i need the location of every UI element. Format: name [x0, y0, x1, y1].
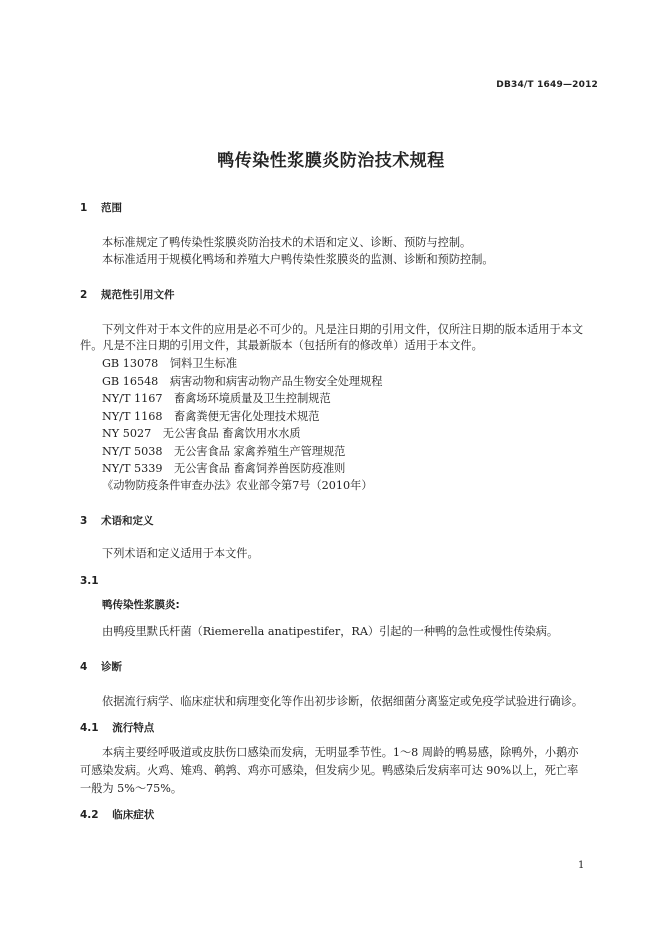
section-3-heading — [80, 514, 153, 528]
subsection-number: 4.1 — [80, 722, 99, 734]
reference-code: NY 5027 — [102, 427, 152, 440]
section-number: 2 — [80, 289, 88, 301]
references-intro-line-2: 件。凡是不注日期的引用文件，其最新版本（包括所有的修改单）适用于本文件。 — [80, 339, 483, 352]
section-4-heading — [80, 660, 122, 674]
reference-item-regulation: 《动物防疫条件审查办法》农业部令第7号（2010年） — [102, 479, 373, 492]
reference-item — [102, 427, 301, 441]
references-intro-line-1: 下列文件对于本文件的应用是必不可少的。凡是注日期的引用文件，仅所注日期的版本适用于本文 — [102, 323, 584, 336]
reference-name: 无公害食品 畜禽饮用水水质 — [162, 427, 301, 440]
subsection-title: 流行特点 — [112, 722, 155, 734]
page-title: 鸭传染性浆膜炎防治技术规程 — [217, 151, 445, 171]
reference-name: 畜禽场环境质量及卫生控制规范 — [174, 392, 331, 405]
section-number: 1 — [80, 202, 88, 214]
epidemiology-line-3: 一般为 5%～75%。 — [80, 782, 183, 795]
reference-item — [102, 462, 345, 476]
reference-code: NY/T 1168 — [102, 410, 163, 423]
reference-name: 无公害食品 畜禽饲养兽医防疫准则 — [174, 462, 346, 475]
diagnosis-intro: 依据流行病学、临床症状和病理变化等作出初步诊断，依据细菌分离鉴定或免疫学试验进行确诊。 — [102, 695, 584, 708]
terms-intro: 下列术语和定义适用于本文件。 — [102, 547, 259, 560]
section-number: 4 — [80, 661, 88, 673]
section-title: 规范性引用文件 — [100, 289, 175, 301]
scope-paragraph-1: 本标准规定了鸭传染性浆膜炎防治技术的术语和定义、诊断、预防与控制。 — [102, 236, 472, 249]
subsection-title: 临床症状 — [112, 809, 155, 821]
term-definition: 由鸭疫里默氏杆菌（Riemerella anatipestifer，RA）引起的一种鸭的急性或慢性传染病。 — [102, 625, 559, 638]
reference-name: 畜禽粪便无害化处理技术规范 — [174, 410, 320, 423]
reference-code: NY/T 1167 — [102, 392, 163, 405]
scope-paragraph-2: 本标准适用于规模化鸭场和养殖大户鸭传染性浆膜炎的监测、诊断和预防控制。 — [102, 253, 494, 266]
section-number: 3 — [80, 515, 88, 527]
reference-item — [102, 392, 331, 406]
section-2-heading — [80, 288, 174, 302]
subsection-number: 4.2 — [80, 809, 99, 821]
subsection-4-2-heading — [80, 808, 154, 822]
page-number: 1 — [578, 860, 585, 871]
reference-code: GB 16548 — [102, 375, 159, 388]
section-title: 范围 — [100, 202, 122, 214]
reference-item — [102, 375, 382, 389]
document-code: DB34/T 1649—2012 — [496, 80, 598, 90]
reference-name: 无公害食品 家禽养殖生产管理规范 — [174, 445, 346, 458]
term-name: 鸭传染性浆膜炎: — [102, 599, 180, 611]
epidemiology-line-2: 可感染发病。火鸡、雉鸡、鹌鹑、鸡亦可感染，但发病少见。鸭感染后发病率可达 90%以上，死亡率 — [80, 764, 579, 777]
reference-name: 饲料卫生标准 — [169, 357, 238, 370]
epidemiology-line-1: 本病主要经呼吸道或皮肤伤口感染而发病，无明显季节性。1～8 周龄的鸭易感，除鸭外，小鹅亦 — [102, 746, 579, 759]
reference-item — [102, 357, 237, 371]
section-1-heading — [80, 201, 122, 215]
reference-code: GB 13078 — [102, 357, 159, 370]
subsection-4-1-heading — [80, 721, 154, 735]
reference-item — [102, 410, 319, 424]
reference-name: 病害动物和病害动物产品生物安全处理规程 — [169, 375, 383, 388]
reference-code: NY/T 5339 — [102, 462, 163, 475]
reference-code: NY/T 5038 — [102, 445, 163, 458]
section-title: 诊断 — [100, 661, 122, 673]
reference-item — [102, 445, 345, 459]
section-title: 术语和定义 — [100, 515, 154, 527]
subsection-number: 3.1 — [80, 575, 99, 587]
